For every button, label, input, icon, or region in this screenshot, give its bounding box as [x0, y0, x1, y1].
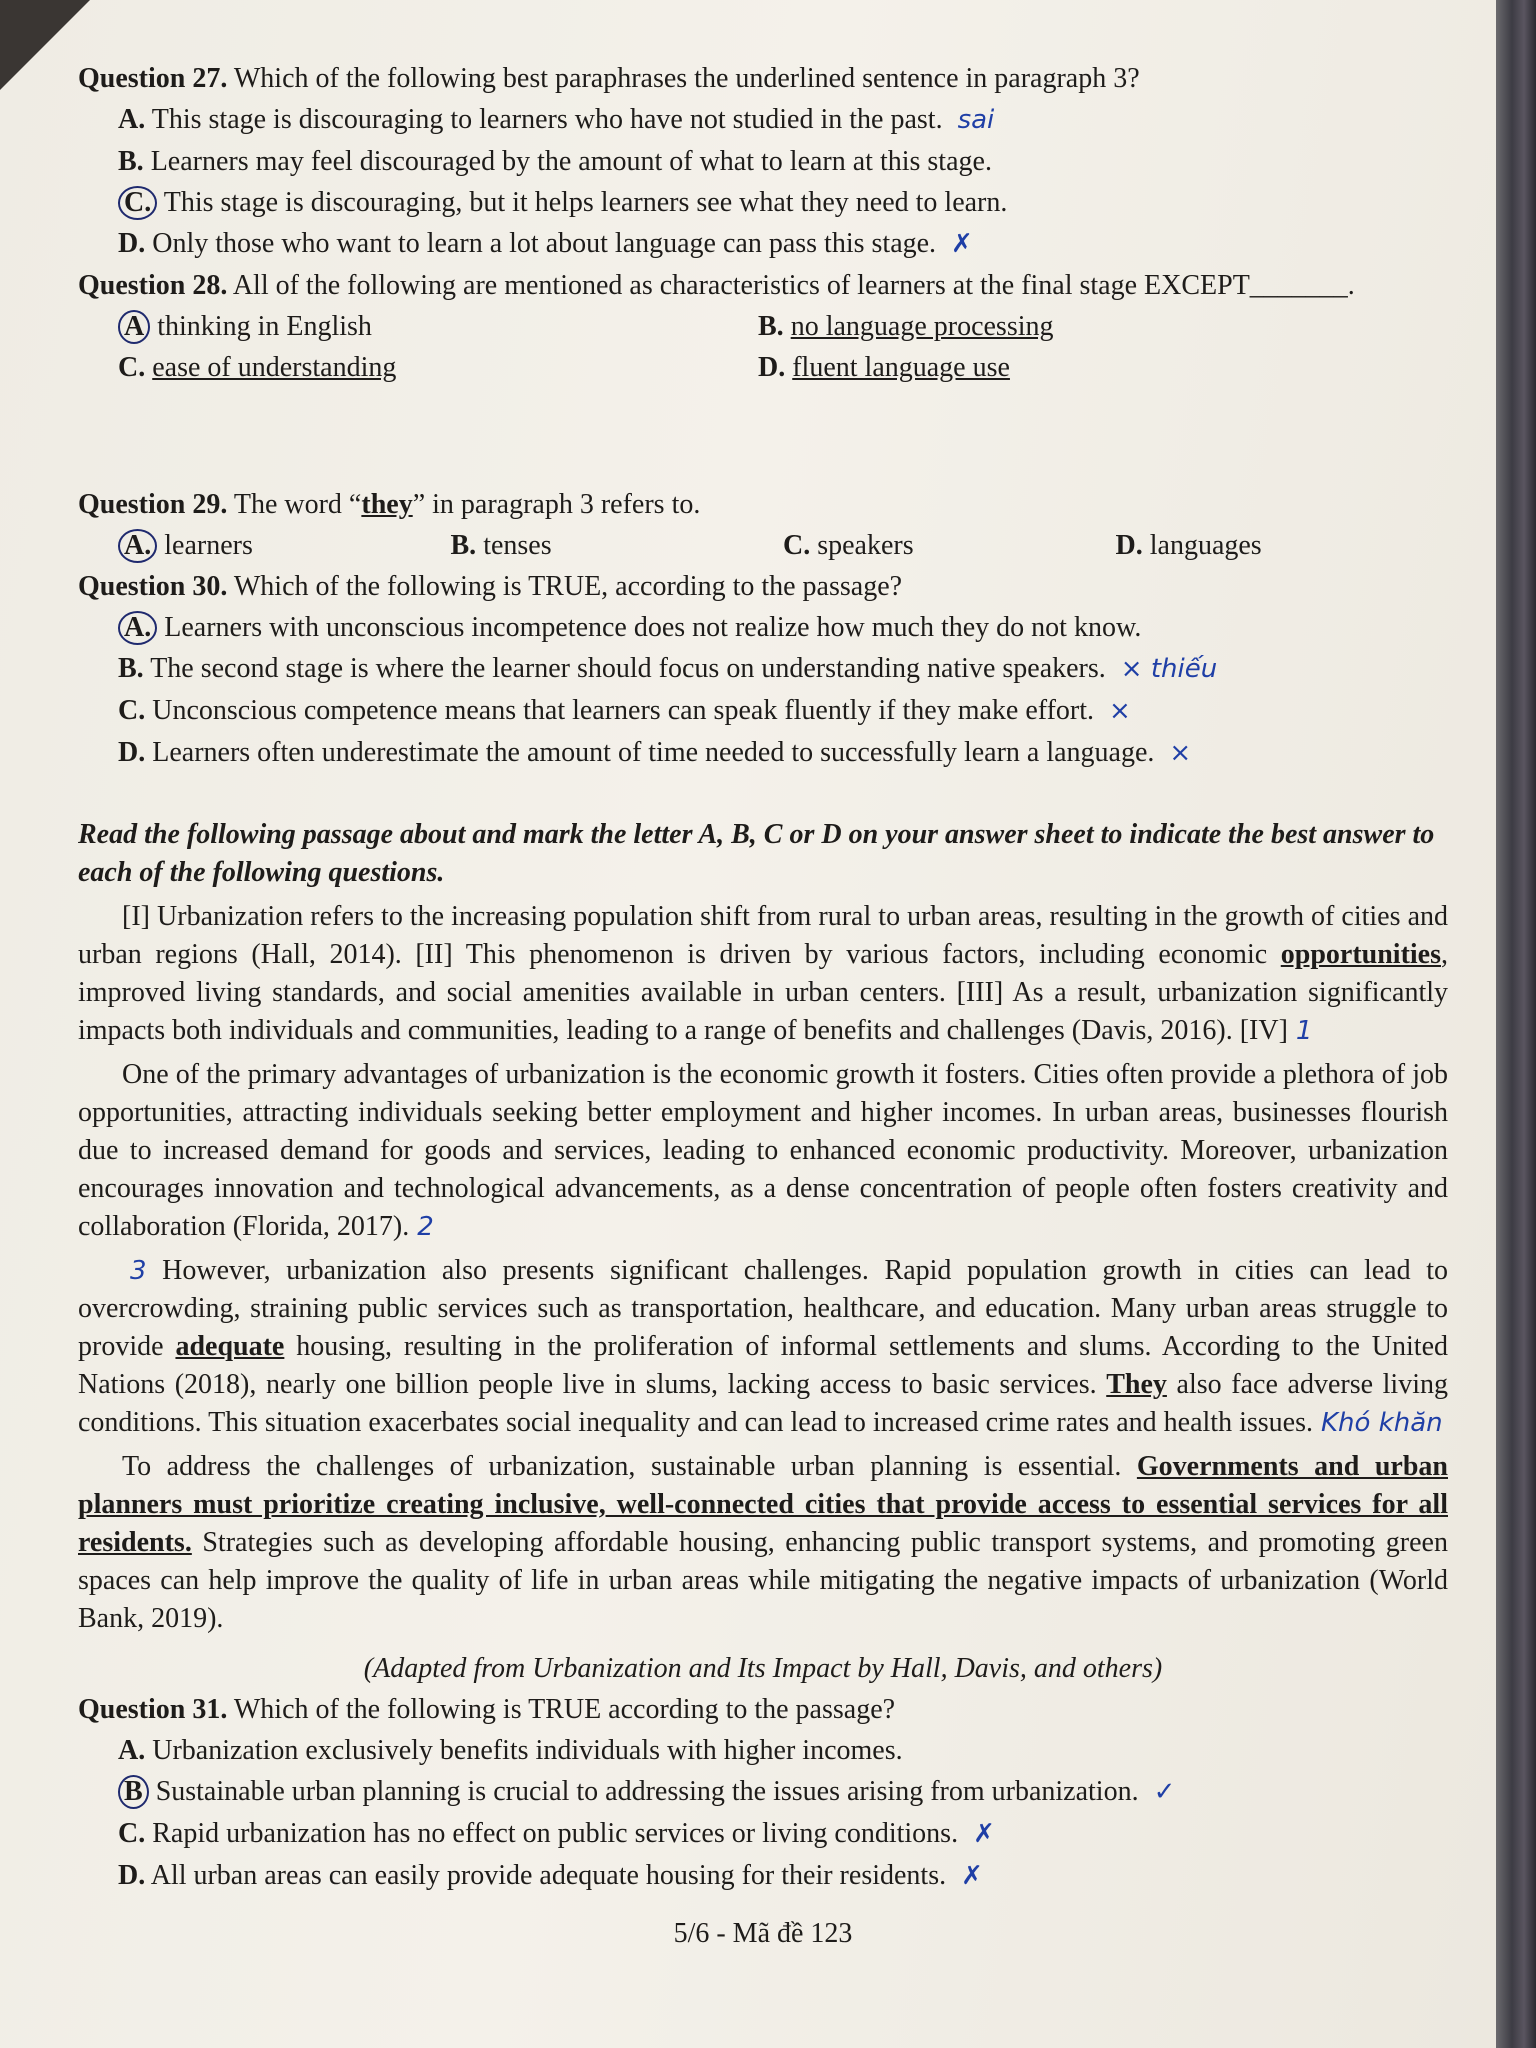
question-31 — [78, 1689, 1448, 1730]
passage-text: , improved living standards, and social amenities available in urban centers. [III] As a result, urbanization significantly impacts both individuals and communities, leading to a range of benefits and challenges (Davis, 2016). [IV] — [78, 939, 1448, 1046]
handwritten-note: × — [1169, 738, 1192, 768]
option-text: tenses — [483, 530, 552, 561]
q27-option-a — [78, 99, 1448, 141]
option-text: This stage is discouraging, but it helps learners see what they need to learn. — [163, 187, 1008, 218]
question-27 — [78, 58, 1448, 99]
q31-option-b — [78, 1771, 1448, 1813]
q28-options-row-1 — [78, 306, 1448, 347]
option-letter: A. — [118, 1735, 146, 1766]
passage-text: housing, resulting in the proliferation of informal settlements and slums. According to the United Nations (2018), nearly one billion people live in slums, lacking access to basic services. — [78, 1331, 1449, 1400]
handwritten-note: ✓ — [1153, 1777, 1176, 1807]
question-29-stem-post: ” in paragraph 3 refers to. — [412, 489, 701, 520]
handwritten-note: 1 — [1295, 1016, 1313, 1046]
option-text: Learners with unconscious incompetence does not realize how much they do not know. — [164, 612, 1142, 643]
q29-option-a — [118, 525, 451, 566]
handwritten-note: ✗ — [961, 1861, 983, 1891]
handwritten-note: 3 — [130, 1256, 147, 1286]
option-text: Only those who want to learn a lot about language can pass this stage. — [152, 228, 937, 259]
underlined-word: They — [1106, 1369, 1167, 1400]
option-text: Unconscious competence means that learners can speak fluently if they make effort. — [152, 695, 1095, 726]
reading-instruction: Read the following passage about and mark the letter A, B, C or D on your answer sheet to indicate the best answer to each of the following questions. — [78, 819, 1435, 888]
page-footer: 5/6 - Mã đề 123 — [673, 1918, 853, 1949]
option-letter: B. — [118, 146, 144, 177]
handwritten-note: × thiếu — [1120, 654, 1218, 684]
underlined-word: adequate — [175, 1331, 285, 1362]
question-29 — [78, 484, 1448, 525]
option-letter-circled: A. — [118, 611, 157, 645]
passage-text: also face adverse living conditions. This situation exacerbates social inequality and can lead to increased crime rates and health issues. — [78, 1369, 1448, 1438]
q29-option-c — [783, 525, 1116, 566]
q27-option-d — [78, 223, 1448, 265]
question-29-stem-pre: The word “ — [233, 489, 362, 520]
question-27-label: Question 27. — [78, 63, 228, 94]
option-letter: C. — [118, 1818, 146, 1849]
question-31-label: Question 31. — [78, 1694, 228, 1725]
handwritten-note: sai — [957, 105, 995, 135]
option-text: The second stage is where the learner should focus on understanding native speakers. — [150, 653, 1106, 684]
question-28-stem: All of the following are mentioned as characteristics of learners at the final stage EXCEPT_______. — [232, 270, 1355, 301]
option-text: ease of understanding — [152, 352, 397, 383]
passage-source: (Adapted from Urbanization and Its Impact by Hall, Davis, and others) — [363, 1653, 1163, 1684]
q28-option-a — [118, 306, 758, 347]
option-text: speakers — [817, 530, 914, 561]
option-text: thinking in English — [157, 311, 372, 342]
handwritten-note: ✗ — [951, 229, 973, 259]
question-30-stem: Which of the following is TRUE, according to the passage? — [233, 571, 903, 602]
option-text: Urbanization exclusively benefits individuals with higher incomes. — [152, 1735, 903, 1766]
option-text: Sustainable urban planning is crucial to addressing the issues arising from urbanization. — [155, 1776, 1139, 1807]
option-letter-circled: B — [118, 1775, 149, 1809]
option-text: All urban areas can easily provide adequate housing for their residents. — [150, 1860, 947, 1891]
q29-options — [78, 525, 1448, 566]
question-29-label: Question 29. — [78, 489, 228, 520]
passage-text: One of the primary advantages of urbanization is the economic growth it fosters. Cities often provide a plethora of job opportunities, attracting individuals seeking better employment and higher incomes. In urban areas, businesses flourish due to increased demand for goods and services, leading to enhanced economic productivity. Moreover, urbanization encourages innovation and technological advancements, as a dense concentration of people often fosters creativity and collaboration (Florida, 2017). — [78, 1059, 1448, 1242]
q30-option-c — [78, 690, 1448, 732]
option-letter: D. — [1115, 530, 1143, 561]
passage-text: [I] Urbanization refers to the increasing population shift from rural to urban areas, resulting in the growth of cities and urban regions (Hall, 2014). [II] This phenomenon is driven by various factors, including economic — [78, 901, 1448, 970]
q28-options-row-2 — [78, 347, 1448, 388]
question-31-stem: Which of the following is TRUE according to the passage? — [233, 1694, 896, 1725]
handwritten-note: Khó khăn — [1320, 1408, 1443, 1438]
spacer — [78, 388, 1448, 484]
option-letter: D. — [118, 228, 146, 259]
option-letter-circled: C. — [118, 186, 157, 220]
page-content — [78, 58, 1448, 1954]
option-text: languages — [1149, 530, 1262, 561]
passage-paragraph-1 — [78, 898, 1448, 1050]
q31-option-a — [78, 1730, 1448, 1771]
option-letter: B. — [450, 530, 477, 561]
passage-paragraph-2 — [78, 1056, 1448, 1246]
question-28-label: Question 28. — [78, 270, 228, 301]
option-letter: C. — [783, 530, 811, 561]
question-27-stem: Which of the following best paraphrases the underlined sentence in paragraph 3? — [233, 63, 1140, 94]
option-text: learners — [164, 530, 253, 561]
q28-option-c — [118, 347, 758, 388]
option-letter-circled: A. — [118, 529, 157, 563]
passage-text: However, urbanization also presents significant challenges. Rapid population growth in cities can lead to overcrowding, straining public services such as transportation, healthcare, and education. Many urban areas struggle to provide — [78, 1255, 1448, 1362]
option-letter: B. — [758, 311, 784, 342]
page-corner-shadow — [0, 0, 90, 90]
q28-option-b — [758, 306, 1398, 347]
background-fabric — [1496, 0, 1536, 2048]
passage-paragraph-4 — [78, 1448, 1448, 1638]
option-letter: D. — [758, 352, 786, 383]
option-letter: D. — [118, 1860, 146, 1891]
q31-option-d — [78, 1855, 1448, 1897]
option-letter: B. — [118, 653, 144, 684]
question-30 — [78, 566, 1448, 607]
option-text: This stage is discouraging to learners who have not studied in the past. — [151, 104, 943, 135]
q27-option-b — [78, 141, 1448, 182]
option-text: no language processing — [790, 311, 1054, 342]
question-29-word: they — [361, 489, 413, 520]
q28-option-d — [758, 347, 1398, 388]
option-letter: C. — [118, 352, 146, 383]
option-letter: A. — [118, 104, 146, 135]
handwritten-note: 2 — [417, 1212, 434, 1242]
option-text: Rapid urbanization has no effect on public services or living conditions. — [152, 1818, 959, 1849]
q30-option-a — [78, 607, 1448, 648]
option-letter: D. — [118, 737, 146, 768]
handwritten-note: × — [1109, 696, 1131, 726]
underlined-sentence: Governments and urban planners must prioritize creating inclusive, well-connected cities that provide access to essential services for all residents. — [78, 1451, 1448, 1558]
option-text: Learners may feel discouraged by the amount of what to learn at this stage. — [150, 146, 992, 177]
q30-option-d — [78, 732, 1448, 774]
question-30-label: Question 30. — [78, 571, 228, 602]
q31-option-c — [78, 1813, 1448, 1855]
passage-text: Strategies such as developing affordable housing, enhancing public transport systems, and promoting green spaces can help improve the quality of life in urban areas while mitigating the negative impacts of urbanization (World Bank, 2019). — [78, 1527, 1448, 1634]
option-text: Learners often underestimate the amount of time needed to successfully learn a language. — [152, 737, 1155, 768]
underlined-word: opportunities — [1280, 939, 1441, 970]
handwritten-note: ✗ — [973, 1819, 995, 1849]
option-letter: C. — [118, 695, 146, 726]
q29-option-b — [451, 525, 784, 566]
option-letter-circled: A — [118, 310, 150, 344]
passage-paragraph-3 — [78, 1252, 1448, 1442]
q29-option-d — [1116, 525, 1449, 566]
q27-option-c — [78, 182, 1448, 223]
question-28 — [78, 265, 1448, 306]
passage-text: To address the challenges of urbanization, sustainable urban planning is essential. — [122, 1451, 1137, 1482]
q30-option-b — [78, 648, 1448, 690]
option-text: fluent language use — [792, 352, 1010, 383]
